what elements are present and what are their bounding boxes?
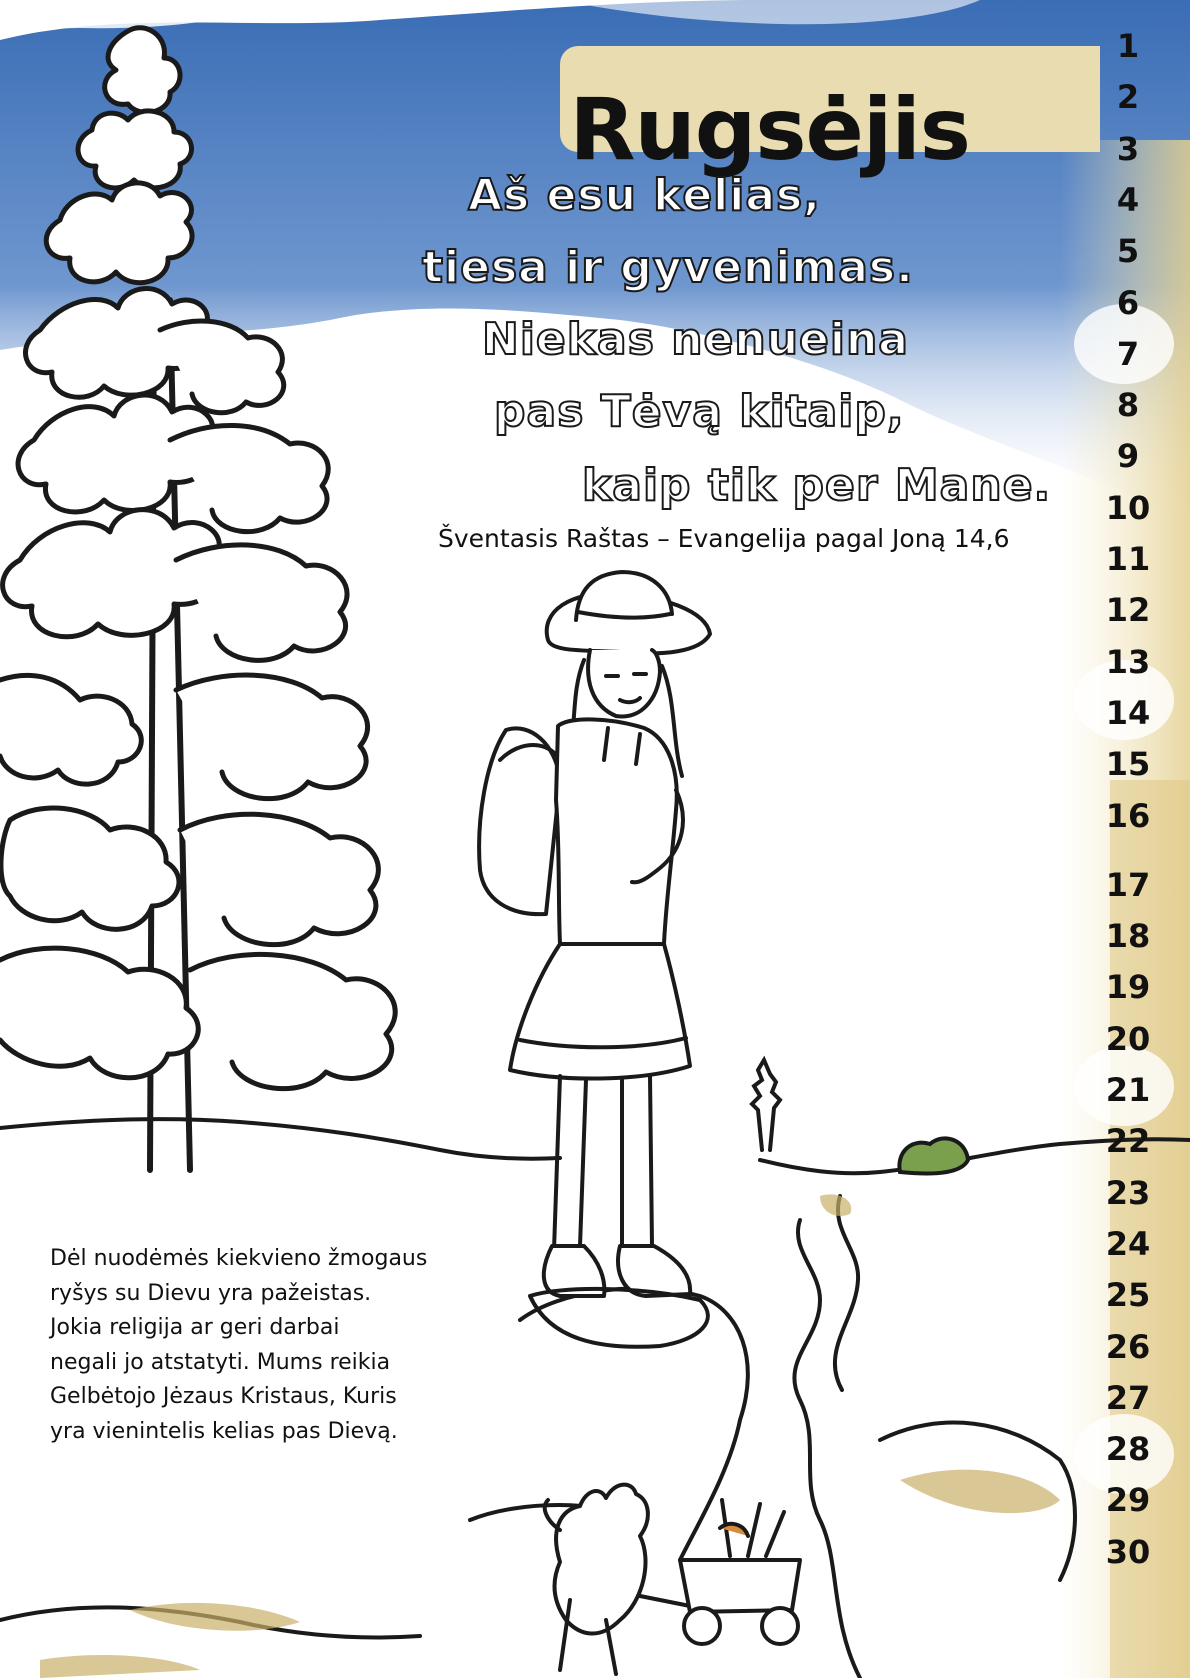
day-number: 25 (1105, 1276, 1151, 1314)
body-text-line: yra vienintelis kelias pas Dievą. (50, 1418, 398, 1444)
day-number: 10 (1105, 489, 1151, 527)
month-banner (560, 46, 1100, 180)
day-number: 23 (1105, 1174, 1151, 1212)
quote-line: kaip tik per Mane. (582, 460, 1052, 511)
day-number: 8 (1116, 386, 1140, 424)
body-text-line: negali jo atstatyti. Mums reikia (50, 1349, 391, 1375)
scripture-reference: Šventasis Raštas – Evangelija pagal Joną 14,6 (438, 524, 1010, 553)
day-number: 13 (1105, 643, 1151, 681)
girl-figure (479, 572, 710, 1347)
day-number-column (1096, 26, 1160, 1586)
rabbit-with-wagon (545, 1485, 800, 1674)
day-number: 20 (1105, 1020, 1151, 1058)
day-number: 21 (1105, 1071, 1151, 1109)
day-number: 4 (1116, 181, 1140, 219)
body-text-line: ryšys su Dievu yra pažeistas. (50, 1280, 372, 1306)
day-number: 15 (1105, 745, 1151, 783)
day-number: 18 (1105, 917, 1151, 955)
day-number: 30 (1105, 1533, 1151, 1571)
day-number: 9 (1116, 437, 1140, 475)
day-number: 6 (1116, 284, 1140, 322)
day-number: 16 (1105, 797, 1151, 835)
day-number: 22 (1105, 1122, 1151, 1160)
day-number: 28 (1105, 1430, 1151, 1468)
day-number: 19 (1105, 968, 1151, 1006)
body-text-line: Dėl nuodėmės kiekvieno žmogaus (50, 1246, 428, 1271)
day-number: 27 (1105, 1379, 1151, 1417)
quote-line: pas Tėvą kitaip, (494, 386, 905, 437)
day-number: 26 (1105, 1328, 1151, 1366)
quote-line: Aš esu kelias, (468, 170, 821, 221)
body-text (50, 1242, 470, 1449)
month-title: Rugsėjis (569, 80, 970, 180)
day-number: 2 (1116, 78, 1140, 116)
quote-line: tiesa ir gyvenimas. (422, 242, 914, 293)
body-text-line: Gelbėtojo Jėzaus Kristaus, Kuris (50, 1384, 397, 1409)
day-number: 1 (1116, 27, 1140, 65)
day-number: 24 (1105, 1225, 1151, 1263)
day-number: 12 (1105, 591, 1151, 629)
day-number: 7 (1116, 335, 1140, 373)
day-number: 14 (1105, 694, 1151, 732)
day-number: 5 (1116, 232, 1140, 270)
day-number: 29 (1105, 1481, 1151, 1519)
day-number: 17 (1105, 866, 1151, 904)
body-text-line: Jokia religija ar geri darbai (50, 1315, 340, 1340)
day-number: 11 (1105, 540, 1151, 578)
quote-line: Niekas nenueina (482, 314, 909, 365)
day-number: 3 (1116, 130, 1140, 168)
